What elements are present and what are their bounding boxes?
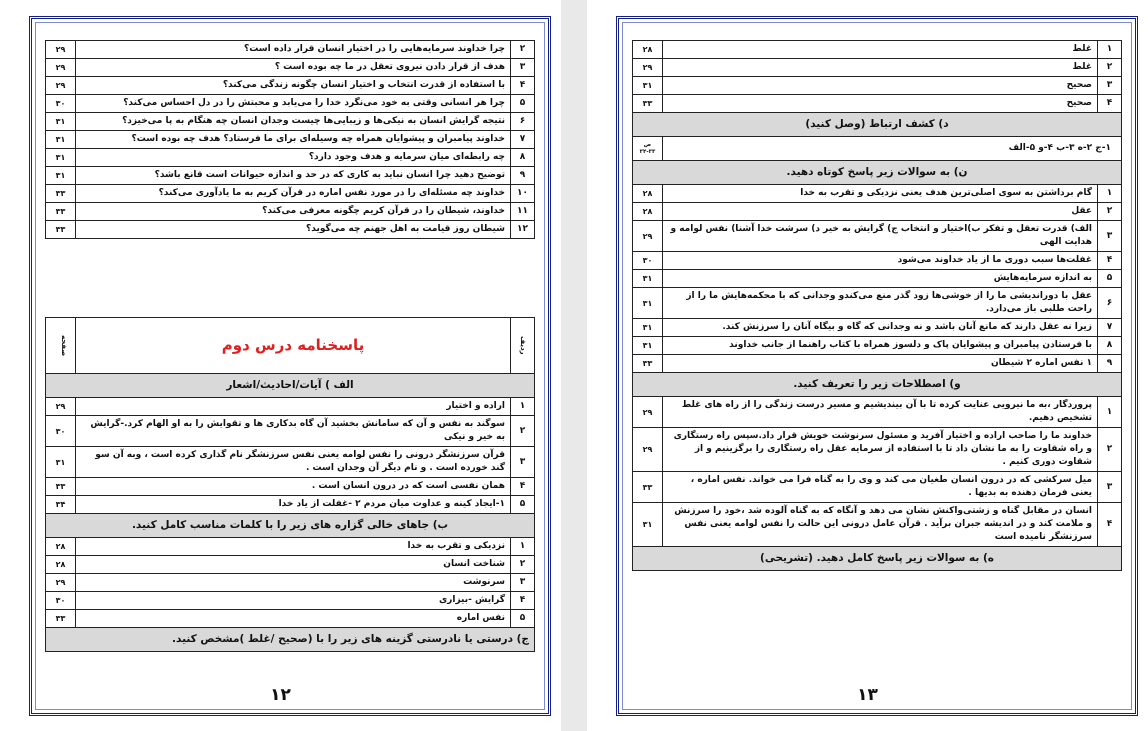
table-row [633, 203, 1122, 221]
table-row [46, 167, 535, 185]
table-row [46, 59, 535, 77]
page-ref: ۳۱ [633, 319, 663, 337]
table-row [46, 478, 535, 496]
table-row [633, 397, 1122, 428]
table-row [46, 149, 535, 167]
page-ref: ۳۳ [46, 610, 76, 628]
matching-answers: ۱-ج ۲-ه ۳-ب ۴-و ۵-الف [663, 137, 1122, 161]
page-12 [0, 0, 561, 731]
page-ref: ۳۳ [633, 355, 663, 373]
table-row [46, 496, 535, 514]
section-h-title: ه) به سوالات زیر پاسخ کامل دهید. (تشریحی) [633, 547, 1122, 571]
row-text: سوگند به نفس و آن که سامانش بخشید آن گاه بدکاری ها و تقوایش را به او الهام کرد.-گرایش به خیر و نیکی [76, 416, 511, 447]
page-ref: ۳۱ [633, 288, 663, 319]
row-text: اراده و اختیار [76, 398, 511, 416]
page-ref: ۳۰ [46, 95, 76, 113]
section-c-title: ج) درستی یا نادرستی گزینه های زیر را با (صحیح /غلط )مشخص کنید. [46, 628, 535, 652]
row-number: ۳ [1098, 472, 1122, 503]
row-number: ۱۰ [511, 185, 535, 203]
row-text: ۱ نفس اماره ۲ شیطان [663, 355, 1098, 373]
section-header [633, 161, 1122, 185]
table-row [46, 185, 535, 203]
row-number: ۵ [511, 95, 535, 113]
row-number: ۶ [1098, 288, 1122, 319]
table-row [633, 428, 1122, 472]
row-number: ۸ [511, 149, 535, 167]
row-number: ۴ [1098, 252, 1122, 270]
table-row [633, 77, 1122, 95]
row-text: صحیح [663, 95, 1098, 113]
table-row [46, 41, 535, 59]
page-ref: ۲۹ [46, 41, 76, 59]
table-row [46, 221, 535, 239]
questions-table [45, 40, 535, 239]
row-text: چرا هر انسانی وقتی به خود می‌نگرد خدا را می‌یابد و محبتش را در دل احساس می‌کند؟ [76, 95, 511, 113]
page-ref: ۳۱ [46, 149, 76, 167]
row-text: قرآن سرزنشگر درونی را نفس لوامه یعنی نفس سرزنشگر نام گذاری کرده است ، وبه آن سو گند خورده است . و نام دیگر آن وجدان است . [76, 447, 511, 478]
page-ref: ۳۱ [633, 337, 663, 355]
row-text: خداوند چه مسئله‌ای را در مورد نفس اماره در قرآن کریم به ما یادآوری می‌کند؟ [76, 185, 511, 203]
row-number: ۷ [511, 131, 535, 149]
row-number: ۱ [1098, 185, 1122, 203]
row-text: انسان در مقابل گناه و زشتی‌واکنش نشان می دهد و آنگاه که به گناه آلوده شد ،خود را سرزنش و ملامت کند و در اندیشه جبران برآید . قرآن عامل درونی این حالت را نفس لوامه یعنی نفس سرزنشگر نامیده است [663, 503, 1098, 547]
page-ref: ۲۸ [633, 185, 663, 203]
section-d-title: د) کشف ارتباط (وصل کنید) [633, 113, 1122, 137]
row-text: صحیح [663, 77, 1098, 95]
page-ref: ۲۸ [633, 41, 663, 59]
page-ref: ۲۹ [46, 77, 76, 95]
row-number: ۷ [1098, 319, 1122, 337]
page-ref: ص ۳۳-۳۴ [633, 137, 663, 161]
page-ref: ۳۳ [46, 203, 76, 221]
page-ref: ۳۱ [46, 131, 76, 149]
table-row [46, 113, 535, 131]
table-row [46, 131, 535, 149]
page-ref: ۳۱ [633, 270, 663, 288]
page-ref: ۳۰ [46, 592, 76, 610]
page-ref: ۲۸ [46, 556, 76, 574]
page-ref: ۲۹ [46, 398, 76, 416]
table-row [633, 355, 1122, 373]
page-ref: ۳۳ [633, 95, 663, 113]
page-ref: ۳۰ [633, 252, 663, 270]
page-ref: ۳۱ [46, 447, 76, 478]
row-number: ۱ [511, 398, 535, 416]
answer-sheet-table [45, 317, 535, 652]
answer-sheet-title: پاسخنامه درس دوم [76, 318, 511, 374]
row-number: ۲ [1098, 59, 1122, 77]
row-number: ۶ [511, 113, 535, 131]
row-number: ۲ [511, 416, 535, 447]
table-row [46, 610, 535, 628]
table-row [633, 503, 1122, 547]
table-row [633, 270, 1122, 288]
row-number: ۳ [1098, 77, 1122, 95]
table-row [46, 556, 535, 574]
section-v-title: و) اصطلاحات زیر را تعریف کنید. [633, 373, 1122, 397]
table-row [633, 252, 1122, 270]
answers-table [632, 40, 1122, 571]
page-ref: ۳۱ [46, 167, 76, 185]
row-number: ۱ [511, 538, 535, 556]
table-row [46, 574, 535, 592]
row-number: ۱۱ [511, 203, 535, 221]
row-text: هدف از قرار دادن نیروی تعقل در ما چه بوده است ؟ [76, 59, 511, 77]
section-b-title: ب) جاهای خالی گزاره های زیر را با کلمات مناسب کامل کنید. [46, 514, 535, 538]
table-row [633, 95, 1122, 113]
section-header [46, 628, 535, 652]
row-text: به اندازه سرمایه‌هایش [663, 270, 1098, 288]
row-text: همان نفسی است که در درون انسان است . [76, 478, 511, 496]
row-number: ۱ [1098, 41, 1122, 59]
page-ref: ۲۹ [633, 59, 663, 77]
row-number: ۲ [1098, 203, 1122, 221]
row-text: الف) قدرت تعقل و تفکر ب)اختیار و انتخاب ج) گرایش به خیر د) سرشت خدا آشنا) نفس لوامه و هدایت الهی [663, 221, 1098, 252]
page-ref: ۳۴ [46, 496, 76, 514]
table-row [46, 592, 535, 610]
row-text: عقل [663, 203, 1098, 221]
page-ref: ۳۰ [46, 416, 76, 447]
row-number: ۱۲ [511, 221, 535, 239]
row-text: ۱-ایجاد کینه و عداوت میان مردم ۲ -غفلت از یاد خدا [76, 496, 511, 514]
row-text: سرنوشت [76, 574, 511, 592]
section-header [633, 547, 1122, 571]
row-number: ۴ [1098, 95, 1122, 113]
row-number: ۲ [1098, 428, 1122, 472]
row-number: ۵ [1098, 270, 1122, 288]
row-number: ۳ [1098, 221, 1122, 252]
page-13 [587, 0, 1148, 731]
table-row [633, 185, 1122, 203]
row-number: ۳ [511, 447, 535, 478]
row-number: ۹ [1098, 355, 1122, 373]
row-text: نتیجه گرایش انسان به نیکی‌ها و زیبایی‌ها چیست وجدان انسان چه هنگام به پا می‌خیزد؟ [76, 113, 511, 131]
table-row [633, 472, 1122, 503]
table-row [46, 77, 535, 95]
section-header [633, 113, 1122, 137]
page-number: ۱۲ [270, 685, 291, 705]
row-text: با فرستادن پیامبران و پیشوایان پاک و دلسوز همراه با کتاب راهنما از جانب خداوند [663, 337, 1098, 355]
row-text: عقل با دوراندیشی ما را از خوشی‌ها زود گذر منع می‌کندو وجدانی که با محکمه‌هایش ما را از راحت طلبی باز می‌دارد. [663, 288, 1098, 319]
table-row [633, 288, 1122, 319]
row-text: با استفاده از قدرت انتخاب و اختیار انسان چگونه زندگی می‌کند؟ [76, 77, 511, 95]
row-text: غلط [663, 41, 1098, 59]
page-ref: ۲۹ [633, 428, 663, 472]
row-number: ۴ [511, 77, 535, 95]
page-ref: ۲۸ [46, 538, 76, 556]
page-ref: ۲۸ [633, 203, 663, 221]
row-text: میل سرکشی که در درون انسان طغیان می کند و وی را به گناه فرا می خواند. نفس اماره ، یعنی فرمان دهنده به بدیها . [663, 472, 1098, 503]
row-number: ۱ [1098, 397, 1122, 428]
row-text: چرا خداوند سرمایه‌هایی را در اختیار انسان قرار داده است؟ [76, 41, 511, 59]
page-ref: ۳۱ [633, 77, 663, 95]
row-text: چه رابطه‌ای میان سرمایه و هدف وجود دارد؟ [76, 149, 511, 167]
row-text: زیرا نه عقل دارند که مانع آنان باشد و نه وجدانی که گاه و بیگاه آنان را سرزنش کند. [663, 319, 1098, 337]
table-row [46, 95, 535, 113]
row-text: توضیح دهید چرا انسان نباید به کاری که در حد و اندازه حیوانات است قانع باشد؟ [76, 167, 511, 185]
section-header [46, 374, 535, 398]
table-row [633, 337, 1122, 355]
row-text: گام برداشتن به سوی اصلی‌ترین هدف یعنی نزدیکی و تقرب به خدا [663, 185, 1098, 203]
table-row [633, 319, 1122, 337]
table-row [633, 41, 1122, 59]
section-header [633, 373, 1122, 397]
row-number: ۳ [511, 59, 535, 77]
page-ref: ۳۳ [46, 478, 76, 496]
row-text: شیطان روز قیامت به اهل جهنم چه می‌گوید؟ [76, 221, 511, 239]
row-number: ۹ [511, 167, 535, 185]
page-ref: ۳۳ [46, 221, 76, 239]
section-n-title: ن) به سوالات زیر پاسخ کوتاه دهید. [633, 161, 1122, 185]
row-text: خداوند، شیطان را در قرآن کریم چگونه معرفی می‌کند؟ [76, 203, 511, 221]
page-number: ۱۳ [857, 685, 878, 705]
row-text: نزدیکی و تقرب به خدا [76, 538, 511, 556]
row-number: ۴ [511, 478, 535, 496]
row-text: غفلت‌ها سبب دوری ما از یاد خداوند می‌شود [663, 252, 1098, 270]
row-number: ۵ [511, 610, 535, 628]
page-column-label: صفحه [60, 334, 68, 357]
row-text: شناخت انسان [76, 556, 511, 574]
row-number: ۲ [511, 556, 535, 574]
page-ref: ۳۱ [46, 113, 76, 131]
section-header [46, 514, 535, 538]
table-row [46, 447, 535, 478]
table-row [46, 538, 535, 556]
row-text: غلط [663, 59, 1098, 77]
row-number: ۴ [1098, 503, 1122, 547]
table-row [46, 203, 535, 221]
table-row [633, 59, 1122, 77]
row-text: خداوند پیامبران و پیشوایان همراه چه وسیله‌ای برای ما فرستاد؟ هدف چه بوده است؟ [76, 131, 511, 149]
page-ref: ۳۳ [633, 472, 663, 503]
table-row [46, 416, 535, 447]
row-number: ۴ [511, 592, 535, 610]
row-number: ۳ [511, 574, 535, 592]
page-ref: ۲۹ [46, 574, 76, 592]
page-ref: ۲۹ [633, 221, 663, 252]
table-row [633, 137, 1122, 161]
row-text: گرایش -بیزاری [76, 592, 511, 610]
table-row [633, 221, 1122, 252]
row-text: نفس اماره [76, 610, 511, 628]
section-a-title: الف ) آیات/احادیث/اشعار [46, 374, 535, 398]
page-ref: ۳۳ [46, 185, 76, 203]
answer-sheet-header [46, 318, 535, 374]
row-number: ۵ [511, 496, 535, 514]
page-ref: ۳۱ [633, 503, 663, 547]
row-text: خداوند ما را صاحب اراده و اختیار آفرید و مسئول سرنوشت خویش قرار داد.سپس راه رستگاری و راه شقاوت را به ما نشان داد تا با استفاده از سرمایه عقل راه رستگاری را برگزینیم و از شقاوت دوری کنیم . [663, 428, 1098, 472]
page-ref: ۲۹ [633, 397, 663, 428]
row-number: ۲ [511, 41, 535, 59]
table-row [46, 398, 535, 416]
row-text: پروردگار ،به ما نیرویی عنایت کرده تا با آن بیندیشیم و مسیر درست زندگی را از راه های غلط تشخیص دهیم. [663, 397, 1098, 428]
row-number: ۸ [1098, 337, 1122, 355]
row-column-label: ردیف [519, 336, 527, 355]
page-ref: ۲۹ [46, 59, 76, 77]
